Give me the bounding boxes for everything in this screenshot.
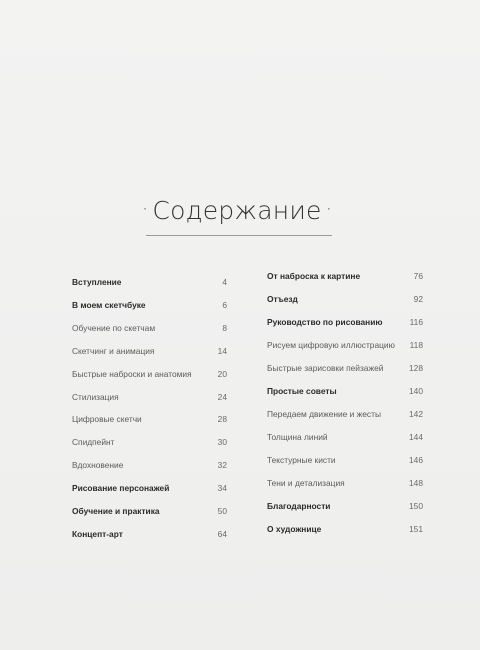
toc-entry[interactable]	[267, 294, 423, 304]
toc-entry-title: Вступление	[72, 277, 122, 287]
toc-entry-title: Быстрые наброски и анатомия	[72, 368, 192, 379]
toc-entry-title: Тени и детализация	[267, 478, 345, 488]
toc-entry[interactable]	[267, 478, 423, 488]
title-text: Содержание	[152, 196, 322, 225]
title-dot-right: ·	[325, 197, 333, 221]
title-underline	[146, 235, 332, 236]
toc-entry[interactable]	[267, 455, 423, 465]
toc-entry-page-number: 6	[222, 299, 227, 310]
toc-entry[interactable]	[267, 409, 423, 419]
toc-entry[interactable]	[72, 346, 227, 356]
toc-entry-title: Передаем движение и жесты	[267, 409, 381, 419]
toc-entry[interactable]	[267, 386, 423, 396]
toc-entry-page-number: 14	[217, 345, 227, 356]
toc-entry-page-number: 4	[222, 277, 227, 287]
toc-entry-page-number: 20	[217, 368, 227, 379]
toc-entry[interactable]	[72, 483, 227, 493]
toc-entry-page-number: 64	[217, 528, 227, 539]
toc-entry-page-number: 151	[409, 524, 423, 534]
toc-entry-page-number: 142	[409, 409, 423, 419]
toc-entry-page-number: 24	[217, 391, 227, 402]
toc-entry-page-number: 30	[217, 437, 227, 448]
title-dot-left: ·	[141, 197, 149, 221]
toc-entry-page-number: 76	[413, 271, 423, 281]
toc-entry-page-number: 128	[409, 363, 423, 373]
toc-entry-page-number: 8	[222, 322, 227, 333]
toc-entry-title: От наброска к картине	[267, 271, 361, 281]
toc-entry[interactable]	[267, 432, 423, 442]
toc-entry-page-number: 50	[217, 506, 227, 516]
toc-entry-page-number: 146	[409, 455, 423, 465]
toc-entry-page-number: 118	[409, 340, 423, 350]
toc-entry-title: Рисуем цифровую иллюстрацию	[267, 340, 395, 350]
toc-entry[interactable]	[72, 392, 227, 402]
toc-entry-page-number: 148	[409, 478, 423, 488]
toc-entry[interactable]	[267, 501, 423, 511]
toc-entry[interactable]	[267, 363, 423, 373]
toc-entry-page-number: 28	[217, 414, 227, 425]
toc-entry[interactable]	[72, 437, 227, 447]
toc-entry-title: Стилизация	[72, 391, 119, 402]
toc-entry-title: Цифровые скетчи	[72, 414, 142, 425]
toc-entry[interactable]	[72, 323, 227, 333]
toc-entry-title: В моем скетчбуке	[72, 299, 146, 310]
toc-entry-page-number: 34	[217, 483, 227, 494]
toc-entry-title: Рисование персонажей	[72, 483, 170, 494]
toc-entry-title: Быстрые зарисовки пейзажей	[267, 363, 384, 373]
toc-entry-title: Концепт-арт	[72, 528, 123, 539]
toc-entry-page-number: 144	[409, 432, 423, 442]
toc-entry[interactable]	[267, 340, 423, 350]
toc-entry-title: Толщина линий	[267, 432, 328, 442]
toc-entry-title: Простые советы	[267, 386, 337, 396]
toc-entry-title: Скетчинг и анимация	[72, 345, 155, 356]
toc-entry-page-number: 150	[409, 501, 423, 511]
page-title	[137, 196, 337, 225]
toc-entry[interactable]	[72, 369, 227, 379]
toc-entry-page-number: 116	[409, 317, 423, 327]
toc-entry[interactable]	[72, 506, 227, 516]
toc-entry[interactable]	[72, 300, 227, 310]
toc-entry-page-number: 32	[217, 460, 227, 471]
toc-entry-title: Благодарности	[267, 501, 331, 511]
toc-entry-title: Обучение по скетчам	[72, 322, 156, 333]
toc-entry-title: Вдохновение	[72, 460, 124, 471]
toc-entry[interactable]	[72, 460, 227, 470]
toc-entry-title: Обучение и практика	[72, 506, 160, 516]
toc-entry-page-number: 92	[413, 294, 423, 304]
toc-entry[interactable]	[72, 277, 227, 287]
toc-entry-title: О художнице	[267, 524, 322, 534]
toc-entry[interactable]	[72, 414, 227, 424]
toc-entry[interactable]	[267, 271, 423, 281]
toc-entry-title: Руководство по рисованию	[267, 317, 383, 327]
toc-entry-title: Отъезд	[267, 294, 298, 304]
toc-entry-title: Текстурные кисти	[267, 455, 336, 465]
toc-entry[interactable]	[267, 317, 423, 327]
toc-entry[interactable]	[267, 524, 423, 534]
toc-entry[interactable]	[72, 529, 227, 539]
toc-entry-title: Спидпейнт	[72, 437, 115, 448]
toc-entry-page-number: 140	[409, 386, 423, 396]
